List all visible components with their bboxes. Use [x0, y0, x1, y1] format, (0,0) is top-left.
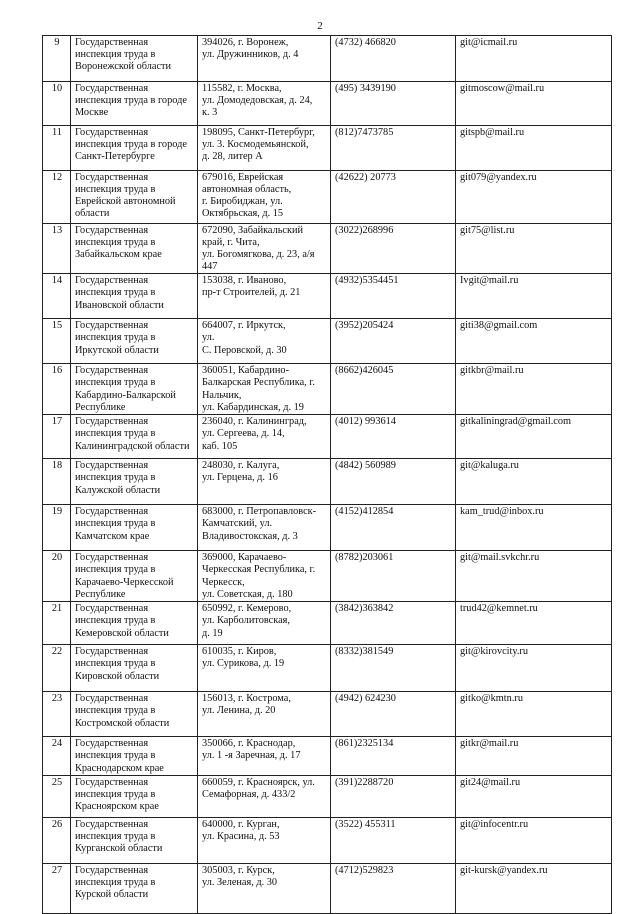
row-number: 19 — [43, 505, 71, 551]
row-number: 16 — [43, 364, 71, 415]
inspection-email: kam_trud@inbox.ru — [456, 505, 612, 551]
inspection-email: git079@yandex.ru — [456, 171, 612, 224]
inspection-email: giti38@gmail.com — [456, 319, 612, 364]
table-row — [43, 274, 612, 319]
row-number: 22 — [43, 645, 71, 692]
table-row — [43, 692, 612, 737]
inspection-address: 198095, Санкт-Петербург, ул. 3. Космодемьянской, д. 28, литер А — [198, 126, 331, 171]
inspection-phone: (4152)412854 — [331, 505, 456, 551]
inspection-address: 650992, г. Кемерово, ул. Карболитовская, д. 19 — [198, 602, 331, 645]
table-row — [43, 459, 612, 505]
inspection-name: Государственная инспекция труда в Краснодарском крае — [71, 737, 198, 775]
inspection-phone: (3842)363842 — [331, 602, 456, 645]
inspection-phone: (812)7473785 — [331, 126, 456, 171]
inspection-name: Государственная инспекция труда в Калининградской области — [71, 415, 198, 459]
table-row — [43, 645, 612, 692]
inspection-email: Ivgit@mail.ru — [456, 274, 612, 319]
inspection-name: Государственная инспекция труда в городе Москве — [71, 82, 198, 126]
inspection-name: Государственная инспекция труда в Забайкальском крае — [71, 224, 198, 274]
row-number: 25 — [43, 775, 71, 817]
table-row — [43, 737, 612, 775]
inspection-address: 248030, г. Калуга, ул. Герцена, д. 16 — [198, 459, 331, 505]
row-number: 26 — [43, 817, 71, 863]
row-number: 15 — [43, 319, 71, 364]
inspection-email: gitko@kmtn.ru — [456, 692, 612, 737]
inspection-email: trud42@kemnet.ru — [456, 602, 612, 645]
inspection-name: Государственная инспекция труда в Кировской области — [71, 645, 198, 692]
inspection-phone: (3522) 455311 — [331, 817, 456, 863]
inspection-phone: (8332)381549 — [331, 645, 456, 692]
inspection-address: 683000, г. Петропавловск- Камчатский, ул. Владивостокская, д. 3 — [198, 505, 331, 551]
inspection-name: Государственная инспекция труда в Карачаево-Черкесской Республике — [71, 551, 198, 602]
table-row — [43, 126, 612, 171]
inspection-address: 115582, г. Москва, ул. Домодедовская, д. 24, к. 3 — [198, 82, 331, 126]
inspection-name: Государственная инспекция труда в Воронежской области — [71, 36, 198, 82]
inspection-address: 156013, г. Кострома, ул. Ленина, д. 20 — [198, 692, 331, 737]
table-row — [43, 319, 612, 364]
inspection-name: Государственная инспекция труда в городе Санкт-Петербурге — [71, 126, 198, 171]
row-number: 12 — [43, 171, 71, 224]
inspection-name: Государственная инспекция труда в Ивановской области — [71, 274, 198, 319]
table-row — [43, 505, 612, 551]
inspection-address: 660059, г. Красноярск, ул. Семафорная, д. 433/2 — [198, 775, 331, 817]
inspection-address: 360051, Кабардино- Балкарская Республика, г. Нальчик, ул. Кабардинская, д. 19 — [198, 364, 331, 415]
row-number: 27 — [43, 863, 71, 913]
inspection-email: git24@mail.ru — [456, 775, 612, 817]
inspection-registry-table — [42, 35, 612, 914]
row-number: 10 — [43, 82, 71, 126]
inspection-name: Государственная инспекция труда в Калужской области — [71, 459, 198, 505]
inspection-email: git@mail.svkchr.ru — [456, 551, 612, 602]
row-number: 11 — [43, 126, 71, 171]
inspection-address: 350066, г. Краснодар, ул. 1 -я Заречная, д. 17 — [198, 737, 331, 775]
row-number: 14 — [43, 274, 71, 319]
inspection-email: git75@list.ru — [456, 224, 612, 274]
inspection-name: Государственная инспекция труда в Еврейской автономной области — [71, 171, 198, 224]
row-number: 17 — [43, 415, 71, 459]
inspection-address: 679016, Еврейская автономная область, г. Биробиджан, ул. Октябрьская, д. 15 — [198, 171, 331, 224]
inspection-address: 153038, г. Иваново, пр-т Строителей, д. 21 — [198, 274, 331, 319]
inspection-phone: (861)2325134 — [331, 737, 456, 775]
inspection-email: git@kirovcity.ru — [456, 645, 612, 692]
table-row — [43, 551, 612, 602]
inspection-address: 640000, г. Курган, ул. Красина, д. 53 — [198, 817, 331, 863]
page-number: 2 — [317, 20, 323, 32]
inspection-address: 369000, Карачаево- Черкесская Республика, г. Черкесск, ул. Советская, д. 180 — [198, 551, 331, 602]
inspection-name: Государственная инспекция труда в Кабардино-Балкарской Республике — [71, 364, 198, 415]
inspection-name: Государственная инспекция труда в Кемеровской области — [71, 602, 198, 645]
table-row — [43, 863, 612, 913]
inspection-email: git@kaluga.ru — [456, 459, 612, 505]
inspection-email: gitmoscow@mail.ru — [456, 82, 612, 126]
inspection-phone: (3022)268996 — [331, 224, 456, 274]
row-number: 9 — [43, 36, 71, 82]
inspection-email: gitspb@mail.ru — [456, 126, 612, 171]
inspection-phone: (8662)426045 — [331, 364, 456, 415]
inspection-address: 394026, г. Воронеж, ул. Дружинников, д. 4 — [198, 36, 331, 82]
inspection-email: git@icmail.ru — [456, 36, 612, 82]
inspection-email: gitkaliningrad@gmail.com — [456, 415, 612, 459]
inspection-email: gitkr@mail.ru — [456, 737, 612, 775]
table-row — [43, 364, 612, 415]
inspection-address: 305003, г. Курск, ул. Зеленая, д. 30 — [198, 863, 331, 913]
row-number: 13 — [43, 224, 71, 274]
inspection-phone: (3952)205424 — [331, 319, 456, 364]
row-number: 20 — [43, 551, 71, 602]
inspection-name: Государственная инспекция труда в Курской области — [71, 863, 198, 913]
inspection-name: Государственная инспекция труда в Курганской области — [71, 817, 198, 863]
inspection-email: git-kursk@yandex.ru — [456, 863, 612, 913]
inspection-name: Государственная инспекция труда в Иркутской области — [71, 319, 198, 364]
table-row — [43, 36, 612, 82]
table-row — [43, 224, 612, 274]
inspection-phone: (4932)5354451 — [331, 274, 456, 319]
inspection-phone: (4012) 993614 — [331, 415, 456, 459]
inspection-phone: (495) 3439190 — [331, 82, 456, 126]
inspection-phone: (42622) 20773 — [331, 171, 456, 224]
table-row — [43, 817, 612, 863]
inspection-address: 664007, г. Иркутск, ул. С. Перовской, д. 30 — [198, 319, 331, 364]
table-row — [43, 171, 612, 224]
row-number: 21 — [43, 602, 71, 645]
inspection-name: Государственная инспекция труда в Камчатском крае — [71, 505, 198, 551]
inspection-phone: (4842) 560989 — [331, 459, 456, 505]
table-row — [43, 415, 612, 459]
inspection-address: 672090, Забайкальский край, г. Чита, ул. Богомягкова, д. 23, а/я 447 — [198, 224, 331, 274]
inspection-name: Государственная инспекция труда в Красноярском крае — [71, 775, 198, 817]
inspection-phone: (8782)203061 — [331, 551, 456, 602]
inspection-name: Государственная инспекция труда в Костромской области — [71, 692, 198, 737]
table-row — [43, 775, 612, 817]
inspection-email: gitkbr@mail.ru — [456, 364, 612, 415]
row-number: 24 — [43, 737, 71, 775]
inspection-phone: (391)2288720 — [331, 775, 456, 817]
table-row — [43, 602, 612, 645]
inspection-address: 610035, г. Киров, ул. Сурикова, д. 19 — [198, 645, 331, 692]
inspection-address: 236040, г. Калининград, ул. Сергеева, д. 14, каб. 105 — [198, 415, 331, 459]
table-row — [43, 82, 612, 126]
table-body — [43, 36, 612, 914]
inspection-phone: (4942) 624230 — [331, 692, 456, 737]
inspection-email: git@infocentr.ru — [456, 817, 612, 863]
inspection-phone: (4712)529823 — [331, 863, 456, 913]
row-number: 18 — [43, 459, 71, 505]
inspection-phone: (4732) 466820 — [331, 36, 456, 82]
row-number: 23 — [43, 692, 71, 737]
